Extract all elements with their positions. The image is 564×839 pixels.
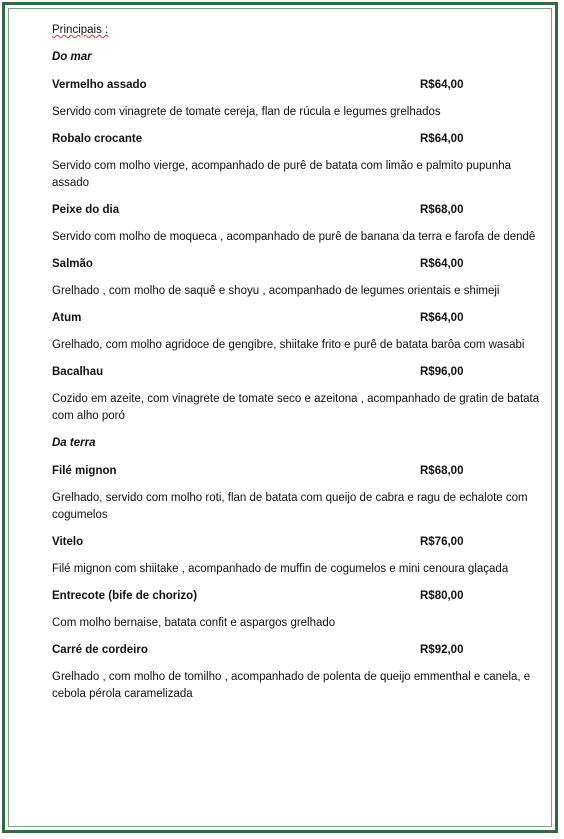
menu-item-price: R$64,00 [420, 133, 464, 145]
menu-item-description: Com molho bernaise, batata confit e aspargos grelhado [52, 617, 336, 629]
menu-item-name: Entrecote (bife de chorizo) [52, 590, 198, 602]
section-title-sea: Do mar [52, 51, 92, 63]
menu-item [52, 131, 547, 192]
menu-item-header [52, 364, 547, 381]
menu-item-description: Grelhado , com molho de tomilho , acompanhado de polenta de queijo emmenthal e canela, e cebola pérola caramelizada [52, 671, 531, 700]
menu-item-price: R$76,00 [420, 536, 464, 548]
menu-item-price: R$96,00 [420, 366, 464, 378]
menu-item-price: R$64,00 [420, 258, 464, 270]
menu-item-header [52, 534, 547, 551]
menu-item-header [52, 202, 547, 219]
menu-item-description: Grelhado, servido com molho roti, flan de batata com queijo de cabra e ragu de echalote com cogumelos [52, 492, 528, 521]
menu-item-description: Grelhado , com molho de saquê e shoyu , acompanhado de legumes orientais e shimeji [52, 285, 500, 297]
menu-item-name: Peixe do dia [52, 204, 120, 216]
menu-item-price: R$92,00 [420, 644, 464, 656]
menu-item-price: R$64,00 [420, 79, 464, 91]
menu-item [52, 642, 547, 703]
menu-item-header [52, 463, 547, 480]
menu-item-name: Carré de cordeiro [52, 644, 148, 656]
menu-item-name: Vermelho assado [52, 79, 147, 91]
menu-item-price: R$68,00 [420, 465, 464, 477]
menu-item-name: Filé mignon [52, 465, 117, 477]
menu-item-description: Cozido em azeite, com vinagrete de tomate seco e azeitona , acompanhado de gratin de batata com alho poró [52, 393, 540, 422]
menu-item [52, 310, 547, 354]
menu-item-price: R$64,00 [420, 312, 464, 324]
menu-item-price: R$80,00 [420, 590, 464, 602]
menu-item-name: Robalo crocante [52, 133, 143, 145]
menu-item-description: Grelhado, com molho agridoce de gengibre, shiitake frito e purê de batata barôa com wasabi [52, 339, 525, 351]
menu-item [52, 77, 547, 121]
menu-item-header [52, 77, 547, 94]
menu-item-price: R$68,00 [420, 204, 464, 216]
menu-item-header [52, 642, 547, 659]
menu-item [52, 202, 547, 246]
menu-item-header [52, 131, 547, 148]
menu-item [52, 588, 547, 632]
section-title-land: Da terra [52, 437, 96, 449]
menu-item-name: Bacalhau [52, 366, 104, 378]
menu-document [52, 22, 547, 713]
menu-item-header [52, 588, 547, 605]
menu-item [52, 256, 547, 300]
menu-item-header [52, 256, 547, 273]
menu-item-name: Atum [52, 312, 82, 324]
menu-item [52, 463, 547, 524]
menu-item-name: Salmão [52, 258, 93, 270]
menu-item-name: Vitelo [52, 536, 84, 548]
menu-item [52, 534, 547, 578]
menu-heading: Principais : [52, 24, 109, 36]
menu-item-description: Servido com molho vierge, acompanhado de purê de batata com limão e palmito pupunha assado [52, 160, 512, 189]
menu-item-description: Filé mignon com shiitake , acompanhado de muffin de cogumelos e mini cenoura glaçada [52, 563, 509, 575]
menu-item [52, 364, 547, 425]
menu-item-description: Servido com molho de moqueca , acompanhado de purê de banana da terra e farofa de dendê [52, 231, 536, 243]
menu-item-header [52, 310, 547, 327]
menu-item-description: Servido com vinagrete de tomate cereja, flan de rúcula e legumes grelhados [52, 106, 441, 118]
